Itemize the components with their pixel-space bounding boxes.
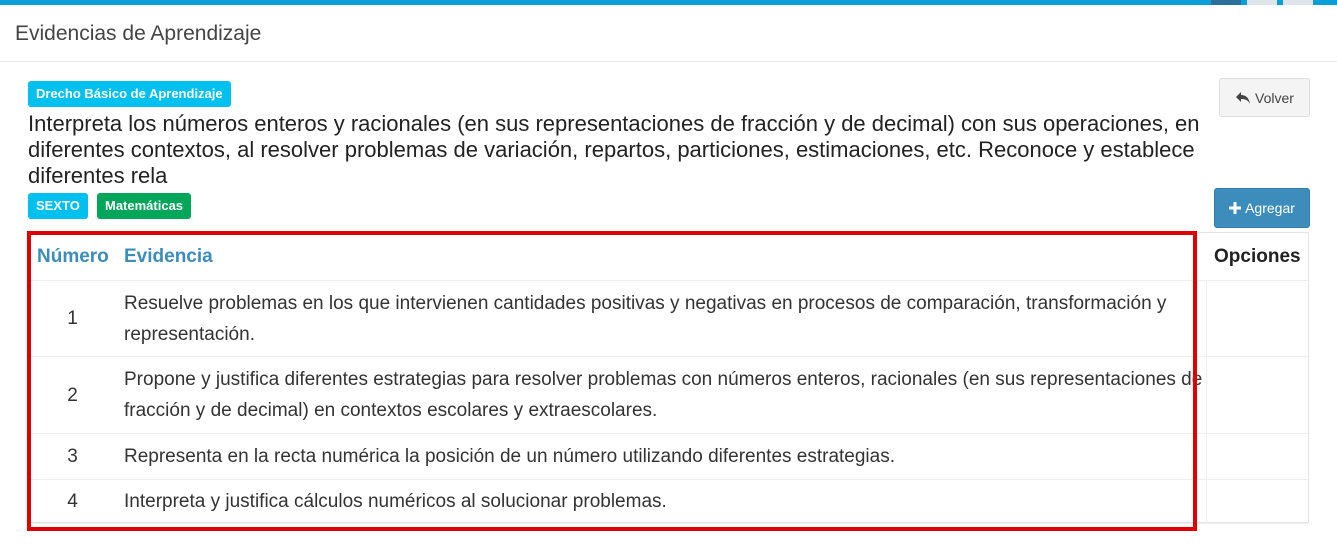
column-header-evidencia[interactable]: Evidencia bbox=[116, 233, 1206, 281]
content-header bbox=[0, 5, 1337, 62]
row-options bbox=[1206, 480, 1308, 524]
row-evidence: Propone y justifica diferentes estrategias para resolver problemas con números enteros, racionales (en sus representaciones de fracción y de decimal) en contextos escolares y extraescolares. bbox=[116, 357, 1206, 434]
dba-description: Interpreta los números enteros y racionales (en sus representaciones de fracción y de decimal) con sus operaciones, en diferentes contextos, al resolver problemas de variación, repartos, particiones, estimaciones, etc. Reconoce y establece diferentes rela bbox=[28, 111, 1200, 188]
page-title: Evidencias de Aprendizaje bbox=[15, 22, 262, 45]
grade-badge: SEXTO bbox=[28, 193, 88, 219]
plus-icon bbox=[1229, 202, 1241, 214]
row-number: 3 bbox=[29, 434, 116, 480]
column-header-opciones: Opciones bbox=[1206, 233, 1308, 281]
add-button-label: Agregar bbox=[1245, 200, 1295, 216]
column-header-numero[interactable]: Número bbox=[29, 233, 116, 281]
row-options bbox=[1206, 357, 1308, 434]
table-row bbox=[29, 434, 1308, 480]
table-row bbox=[29, 480, 1308, 524]
row-options bbox=[1206, 434, 1308, 480]
row-number: 4 bbox=[29, 480, 116, 524]
row-evidence: Resuelve problemas en los que intervienen cantidades positivas y negativas en procesos de comparación, transformación y representación. bbox=[116, 281, 1206, 357]
table-row bbox=[29, 281, 1308, 357]
reply-icon bbox=[1235, 91, 1251, 105]
table-header-row bbox=[29, 233, 1308, 281]
row-number: 1 bbox=[29, 281, 116, 357]
row-evidence: Representa en la recta numérica la posición de un número utilizando diferentes estrategias. bbox=[116, 434, 1206, 480]
row-number: 2 bbox=[29, 357, 116, 434]
row-options bbox=[1206, 281, 1308, 357]
back-button-label: Volver bbox=[1255, 89, 1294, 106]
subject-badge: Matemáticas bbox=[97, 193, 191, 219]
table-row bbox=[29, 357, 1308, 434]
evidence-table bbox=[28, 232, 1309, 523]
row-evidence: Interpreta y justifica cálculos numéricos al solucionar problemas. bbox=[116, 480, 1206, 524]
add-button[interactable] bbox=[1214, 188, 1310, 228]
dba-badge: Drecho Básico de Aprendizaje bbox=[28, 81, 231, 107]
